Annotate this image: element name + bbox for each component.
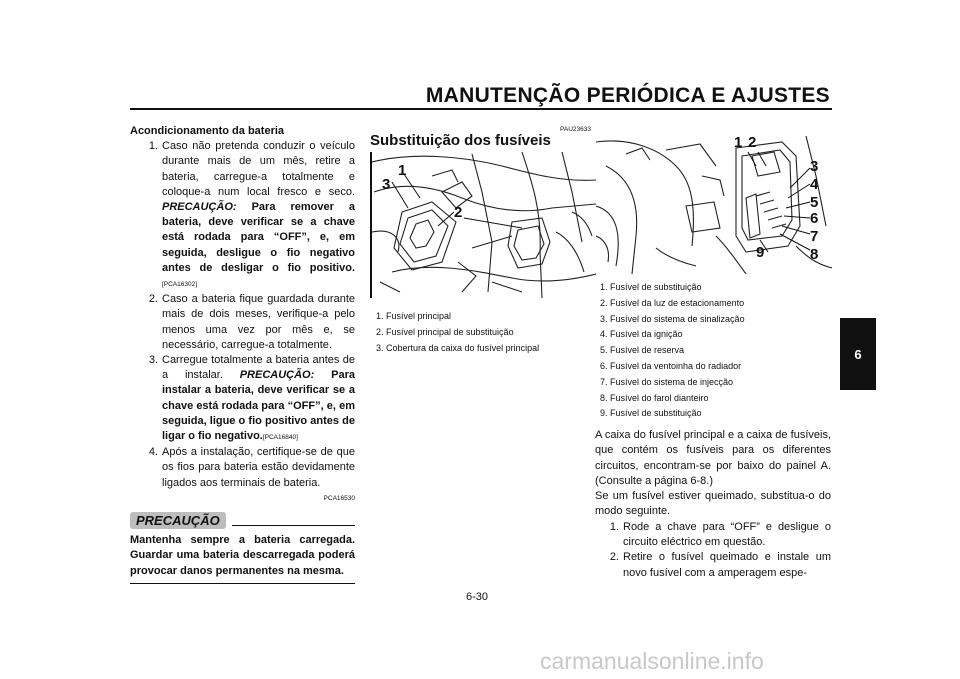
caption: 9. Fusível de substituição: [600, 408, 702, 419]
fuse-box-illustration: [596, 136, 832, 274]
callout-number: 3: [810, 158, 819, 175]
caption: 5. Fusível de reserva: [600, 345, 685, 356]
main-fuse-figure: [370, 152, 596, 298]
divider: [232, 525, 355, 527]
chapter-tab: 6: [840, 318, 876, 390]
callout-number: 9: [756, 244, 765, 261]
caution-text: Mantenha sempre a bateria carregada. Guardar uma bateria descarregada poderá provocar danos permanentes na mesma.: [130, 533, 355, 584]
caption: 2. Fusível principal de substituição: [376, 327, 514, 337]
callout-number: 3: [382, 176, 391, 193]
caution-word: PRECAUÇÃO:: [162, 201, 237, 214]
list-item: 2. Retire o fusível queimado e instale um novo fusível com a amperagem espe-: [609, 551, 831, 579]
callout-number: 4: [810, 176, 819, 193]
caption: 6. Fusível da ventoinha do radiador: [600, 360, 742, 371]
caption: 7. Fusível do sistema de injecção: [600, 376, 734, 387]
right-column-text: [595, 428, 831, 581]
page-number: 6-30: [466, 591, 489, 603]
callout-number: 5: [810, 194, 819, 211]
caution-text: Para instalar a bateria, deve verificar se a chave está rodada para “OFF”, e, em seguida, ligue o fio positivo antes de ligar o fio negativo.: [162, 369, 355, 443]
callout-number: 2: [454, 204, 463, 221]
caption: 1. Fusível principal: [376, 311, 452, 321]
callout-number: 8: [810, 246, 819, 263]
figure-captions: [376, 308, 539, 356]
caption: 3. Fusível do sistema de sinalização: [600, 313, 745, 324]
ref-code: PAU23633: [560, 126, 591, 133]
ref-code: PCA16530: [323, 494, 355, 502]
callout-number: 1: [734, 134, 743, 151]
page-title: MANUTENÇÃO PERIÓDICA E AJUSTES: [425, 84, 830, 107]
figure-captions: [600, 280, 745, 422]
caution-label: PRECAUÇÃO: [130, 512, 226, 529]
list-item: 1. Rode a chave para “OFF” e desligue o circuito eléctrico em questão.: [609, 520, 831, 549]
callout-number: 7: [810, 228, 819, 245]
list-item: 3. Carregue totalmente a bateria antes de a instalar. PRECAUÇÃO: Para instalar a bateria, deve verificar se a chave está rodada para “OFF”, e, em seguida, ligue o fio positivo antes de ligar o fio negativo.[PCA16840]: [148, 354, 355, 443]
callout-number: 2: [748, 134, 757, 151]
paragraph: A caixa do fusível principal e a caixa de fusíveis, que contém os fusíveis para os diferentes circuitos, encontram-se por baixo do painel A. (Consulte a página 6-8.): [595, 429, 831, 487]
callout-number: 1: [398, 162, 407, 179]
caption: 1. Fusível de substituição: [600, 282, 702, 292]
caution-word: PRECAUÇÃO:: [239, 369, 315, 382]
watermark: carmanualsonline.info: [540, 648, 764, 674]
left-column: [130, 124, 355, 584]
fuse-box-figure: [596, 136, 832, 274]
caution-text: Para remover a bateria, deve verificar se a chave está rodada para “OFF”, e, em seguida, desligue o fio negativo antes de desligar o fio positivo.: [162, 201, 355, 274]
ref-code: [PCA16840]: [262, 434, 298, 442]
list-item: 1. Caso não pretenda conduzir o veículo durante mais de um mês, retire a bateria, carregue-a totalmente e coloque-a num local fresco e seco. PRECAUÇÃO: Para remover a bateria, deve verificar se a chave está rodada para “OFF”, e, em seguida, desligue o fio negativo antes de desligar o fio positivo.[PCA16302]: [148, 140, 355, 289]
caption: 4. Fusível da ignição: [600, 329, 683, 340]
callout-number: 6: [810, 210, 819, 227]
list-item: 4. Após a instalação, certifique-se de que os fios para bateria estão devidamente ligados aos terminais de bateria.: [148, 446, 355, 489]
section-heading: Acondicionamento da bateria: [130, 125, 285, 137]
ref-code: [PCA16302]: [162, 281, 198, 289]
caption: 2. Fusível da luz de estacionamento: [600, 297, 745, 308]
paragraph: Se um fusível estiver queimado, substitua-o do modo seguinte.: [595, 490, 831, 518]
list-item: 2. Caso a bateria fique guardada durante mais de dois meses, verifique-a pelo menos uma vez por mês e, se necessário, carregue-a totalmente.: [148, 293, 355, 351]
caption: 3. Cobertura da caixa do fusível principal: [376, 343, 540, 353]
caption: 8. Fusível do farol dianteiro: [600, 392, 709, 403]
section-heading: Substituição dos fusíveis: [370, 132, 551, 149]
caution-box: [130, 512, 355, 584]
header-rule: [130, 108, 832, 110]
